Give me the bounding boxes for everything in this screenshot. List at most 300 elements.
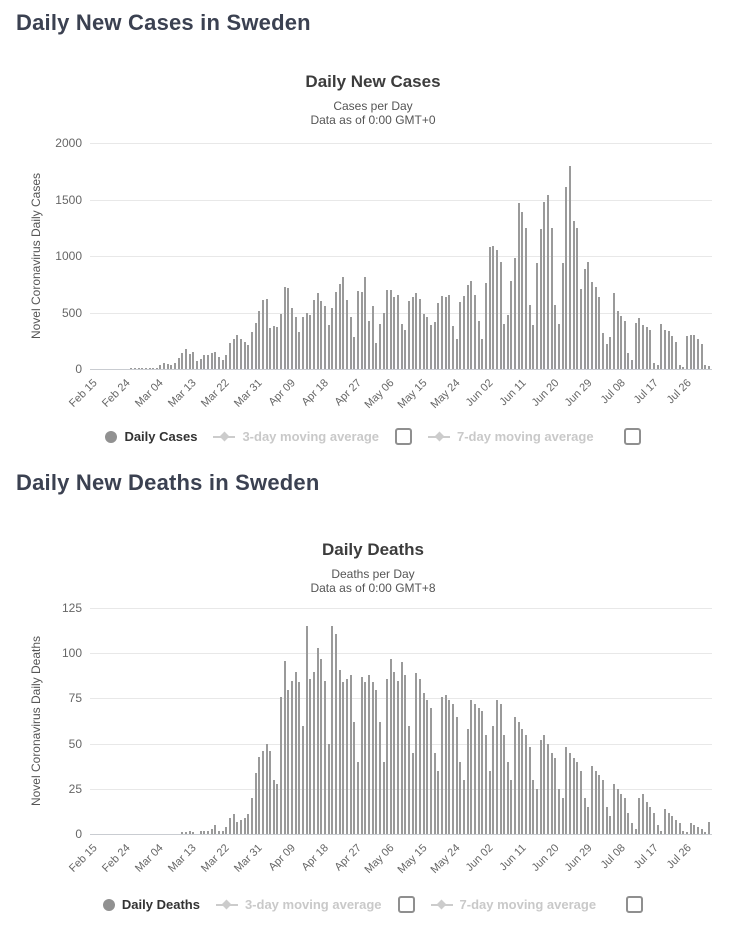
daily-bar[interactable] [276,784,278,835]
daily-bar[interactable] [580,771,582,835]
daily-bar[interactable] [693,335,695,369]
daily-bar[interactable] [489,771,491,835]
daily-bar[interactable] [346,300,348,369]
daily-bar[interactable] [291,681,293,835]
daily-bar[interactable] [602,780,604,834]
daily-bar[interactable] [547,744,549,835]
daily-bar[interactable] [273,780,275,834]
daily-bar[interactable] [291,308,293,370]
daily-bar[interactable] [287,288,289,370]
daily-bar[interactable] [236,335,238,369]
daily-bar[interactable] [295,672,297,835]
daily-bar[interactable] [478,708,480,835]
daily-bar[interactable] [192,832,194,834]
daily-bar[interactable] [521,729,523,834]
daily-bar[interactable] [551,228,553,369]
daily-bar[interactable] [320,301,322,370]
daily-bar[interactable] [682,831,684,835]
daily-bar[interactable] [452,326,454,369]
daily-bar[interactable] [576,228,578,369]
daily-bar[interactable] [500,262,502,369]
daily-bar[interactable] [415,673,417,834]
daily-bar[interactable] [302,317,304,370]
daily-bar[interactable] [379,722,381,834]
daily-bar[interactable] [521,212,523,370]
daily-bar[interactable] [540,740,542,834]
legend-daily-deaths[interactable] [103,897,200,912]
daily-bar[interactable] [463,780,465,834]
daily-bar[interactable] [328,325,330,370]
daily-bar[interactable] [244,342,246,369]
daily-bar[interactable] [598,775,600,835]
daily-bar[interactable] [203,831,205,835]
daily-bar[interactable] [390,659,392,835]
daily-bar[interactable] [214,825,216,834]
daily-bar[interactable] [412,297,414,369]
daily-bar[interactable] [225,827,227,834]
daily-bar[interactable] [540,229,542,369]
daily-bar[interactable] [185,349,187,370]
daily-bar[interactable] [470,700,472,834]
daily-bar[interactable] [350,675,352,834]
daily-bar[interactable] [459,762,461,835]
daily-bar[interactable] [233,339,235,370]
daily-bar[interactable] [200,831,202,835]
daily-bar[interactable] [266,299,268,369]
daily-bar[interactable] [668,331,670,369]
daily-bar[interactable] [503,735,505,835]
daily-bar[interactable] [324,681,326,835]
daily-bar[interactable] [704,365,706,369]
daily-bar[interactable] [595,771,597,835]
daily-bar[interactable] [437,303,439,369]
daily-bar[interactable] [364,277,366,370]
daily-bar[interactable] [470,281,472,370]
daily-bar[interactable] [284,287,286,369]
daily-bar[interactable] [309,315,311,370]
daily-bar[interactable] [664,330,666,370]
daily-bar[interactable] [646,327,648,370]
daily-bar[interactable] [244,818,246,835]
daily-bar[interactable] [693,825,695,834]
daily-bar[interactable] [613,784,615,835]
daily-bar[interactable] [701,829,703,835]
daily-bar[interactable] [167,364,169,369]
legend-7day-moving-average[interactable] [428,429,594,444]
daily-bar[interactable] [426,317,428,370]
daily-bar[interactable] [668,813,670,835]
daily-bar[interactable] [708,822,710,835]
daily-bar[interactable] [624,321,626,370]
daily-bar[interactable] [602,333,604,370]
daily-bar[interactable] [587,807,589,834]
daily-bar[interactable] [412,753,414,835]
daily-bar[interactable] [536,263,538,369]
daily-bar[interactable] [280,314,282,369]
daily-bar[interactable] [364,682,366,834]
daily-bar[interactable] [525,228,527,369]
daily-bar[interactable] [401,662,403,834]
daily-bar[interactable] [562,263,564,369]
daily-bar[interactable] [653,813,655,835]
daily-bar[interactable] [317,648,319,834]
daily-bar[interactable] [638,798,640,834]
daily-bar[interactable] [496,250,498,370]
daily-bar[interactable] [595,287,597,369]
daily-bar[interactable] [273,326,275,370]
daily-bar[interactable] [558,789,560,834]
daily-bar[interactable] [269,328,271,369]
daily-bar[interactable] [606,807,608,834]
daily-bar[interactable] [686,832,688,834]
daily-bar[interactable] [587,262,589,369]
daily-bar[interactable] [441,296,443,370]
daily-bar[interactable] [331,308,333,370]
daily-bar[interactable] [492,726,494,835]
daily-bar[interactable] [203,355,205,369]
daily-bar[interactable] [240,339,242,370]
daily-bar[interactable] [309,679,311,835]
daily-bar[interactable] [357,291,359,370]
daily-bar[interactable] [258,757,260,835]
daily-bar[interactable] [653,363,655,370]
daily-bar[interactable] [441,697,443,835]
daily-bar[interactable] [485,283,487,370]
daily-bar[interactable] [624,798,626,834]
daily-bar[interactable] [660,831,662,835]
daily-bar[interactable] [211,829,213,835]
daily-bar[interactable] [404,330,406,370]
daily-bar[interactable] [404,675,406,834]
daily-bar[interactable] [240,820,242,835]
daily-bar[interactable] [306,626,308,834]
daily-bar[interactable] [708,366,710,369]
daily-bar[interactable] [554,305,556,369]
daily-bar[interactable] [419,679,421,835]
daily-bar[interactable] [222,831,224,835]
daily-bar[interactable] [565,747,567,834]
daily-bar[interactable] [485,735,487,835]
daily-bar[interactable] [258,311,260,369]
daily-bar[interactable] [448,700,450,834]
plot-area[interactable] [61,601,712,876]
daily-bar[interactable] [181,353,183,369]
daily-bar[interactable] [251,798,253,834]
daily-bar[interactable] [430,325,432,370]
daily-bar[interactable] [218,357,220,369]
legend-3day-moving-average[interactable] [213,429,379,444]
daily-bar[interactable] [467,285,469,370]
daily-bar[interactable] [138,368,140,369]
checkbox-7day-moving-average[interactable] [624,428,641,445]
daily-bar[interactable] [368,321,370,370]
daily-bar[interactable] [372,682,374,834]
checkbox-3day-moving-average[interactable] [398,896,415,913]
daily-bar[interactable] [510,281,512,370]
daily-bar[interactable] [503,324,505,370]
daily-bar[interactable] [690,823,692,834]
daily-bar[interactable] [529,747,531,834]
legend-3day-moving-average[interactable] [216,897,382,912]
daily-bar[interactable] [255,773,257,835]
daily-bar[interactable] [627,353,629,370]
daily-bar[interactable] [532,780,534,834]
daily-bar[interactable] [584,798,586,834]
daily-bar[interactable] [247,814,249,834]
daily-bar[interactable] [478,321,480,370]
daily-bar[interactable] [474,295,476,369]
daily-bar[interactable] [617,311,619,369]
daily-bar[interactable] [386,679,388,835]
daily-bar[interactable] [532,325,534,370]
daily-bar[interactable] [379,324,381,370]
daily-bar[interactable] [620,316,622,370]
daily-bar[interactable] [609,816,611,834]
daily-bar[interactable] [598,297,600,370]
daily-bar[interactable] [408,726,410,835]
daily-bar[interactable] [207,831,209,835]
daily-bar[interactable] [372,306,374,370]
daily-bar[interactable] [492,246,494,370]
daily-bar[interactable] [181,832,183,834]
daily-bar[interactable] [547,195,549,369]
daily-bar[interactable] [437,771,439,835]
daily-bar[interactable] [328,744,330,835]
daily-bar[interactable] [368,675,370,834]
daily-bar[interactable] [390,290,392,370]
daily-bar[interactable] [159,365,161,369]
daily-bar[interactable] [642,325,644,369]
daily-bar[interactable] [185,832,187,834]
daily-bar[interactable] [313,300,315,370]
daily-bar[interactable] [251,332,253,369]
daily-bar[interactable] [518,203,520,370]
daily-bar[interactable] [627,813,629,835]
daily-bar[interactable] [481,711,483,834]
daily-bar[interactable] [649,330,651,369]
daily-bar[interactable] [298,332,300,370]
daily-bar[interactable] [510,780,512,834]
legend-7day-moving-average[interactable] [431,897,597,912]
daily-bar[interactable] [357,762,359,835]
daily-bar[interactable] [448,295,450,369]
daily-bar[interactable] [434,322,436,370]
daily-bar[interactable] [660,324,662,369]
daily-bar[interactable] [218,831,220,835]
daily-bar[interactable] [375,690,377,835]
daily-bar[interactable] [423,314,425,370]
daily-bar[interactable] [284,661,286,835]
daily-bar[interactable] [145,368,147,369]
daily-bar[interactable] [697,339,699,370]
daily-bar[interactable] [606,344,608,369]
daily-bar[interactable] [353,722,355,834]
daily-bar[interactable] [295,317,297,370]
daily-bar[interactable] [152,368,154,369]
daily-bar[interactable] [704,832,706,834]
daily-bar[interactable] [156,368,158,369]
daily-bar[interactable] [134,368,136,369]
daily-bar[interactable] [225,355,227,370]
daily-bar[interactable] [679,823,681,834]
daily-bar[interactable] [518,722,520,834]
daily-bar[interactable] [617,789,619,834]
daily-bar[interactable] [609,337,611,369]
daily-bar[interactable] [317,293,319,370]
daily-bar[interactable] [149,368,151,369]
daily-bar[interactable] [266,744,268,835]
daily-bar[interactable] [646,802,648,835]
checkbox-7day-moving-average[interactable] [626,896,643,913]
daily-bar[interactable] [211,353,213,369]
daily-bar[interactable] [613,293,615,369]
daily-bar[interactable] [635,323,637,369]
checkbox-3day-moving-average[interactable] [395,428,412,445]
daily-bar[interactable] [562,798,564,834]
daily-bar[interactable] [474,704,476,834]
daily-bar[interactable] [419,299,421,370]
daily-bar[interactable] [445,695,447,834]
daily-bar[interactable] [214,352,216,370]
daily-bar[interactable] [298,682,300,834]
daily-bar[interactable] [189,354,191,370]
daily-bar[interactable] [350,317,352,370]
daily-bar[interactable] [339,670,341,835]
daily-bar[interactable] [339,284,341,369]
daily-bar[interactable] [543,735,545,835]
daily-bar[interactable] [701,344,703,370]
daily-bar[interactable] [569,753,571,835]
daily-bar[interactable] [361,292,363,369]
daily-bar[interactable] [642,794,644,834]
daily-bar[interactable] [554,758,556,834]
daily-bar[interactable] [507,762,509,835]
daily-bar[interactable] [445,297,447,369]
daily-bar[interactable] [174,363,176,370]
daily-bar[interactable] [233,814,235,834]
daily-bar[interactable] [346,679,348,835]
daily-bar[interactable] [207,355,209,369]
daily-bar[interactable] [342,277,344,369]
daily-bar[interactable] [401,324,403,370]
daily-bar[interactable] [675,342,677,369]
daily-bar[interactable] [675,820,677,835]
daily-bar[interactable] [262,300,264,369]
daily-bar[interactable] [638,318,640,370]
daily-bar[interactable] [262,751,264,834]
daily-bar[interactable] [573,221,575,369]
daily-bar[interactable] [679,365,681,369]
daily-bar[interactable] [335,634,337,835]
daily-bar[interactable] [543,202,545,370]
daily-bar[interactable] [456,339,458,370]
daily-bar[interactable] [397,681,399,835]
daily-bar[interactable] [229,343,231,370]
daily-bar[interactable] [415,293,417,369]
plot-area[interactable] [55,136,712,411]
daily-bar[interactable] [423,693,425,834]
daily-bar[interactable] [247,345,249,369]
daily-bar[interactable] [682,367,684,369]
daily-bar[interactable] [690,335,692,369]
daily-bar[interactable] [313,672,315,835]
daily-bar[interactable] [130,368,132,369]
daily-bar[interactable] [434,753,436,835]
daily-bar[interactable] [200,359,202,370]
daily-bar[interactable] [452,704,454,834]
daily-bar[interactable] [306,313,308,369]
daily-bar[interactable] [456,717,458,835]
daily-bar[interactable] [649,807,651,834]
daily-bar[interactable] [591,766,593,835]
daily-bar[interactable] [565,187,567,369]
daily-bar[interactable] [697,827,699,834]
daily-bar[interactable] [459,302,461,370]
daily-bar[interactable] [671,816,673,834]
daily-bar[interactable] [631,823,633,834]
daily-bar[interactable] [573,758,575,834]
daily-bar[interactable] [141,368,143,369]
daily-bar[interactable] [342,682,344,834]
daily-bar[interactable] [393,672,395,835]
daily-bar[interactable] [280,697,282,835]
daily-bar[interactable] [514,717,516,835]
daily-bar[interactable] [255,323,257,369]
daily-bar[interactable] [170,365,172,370]
daily-bar[interactable] [397,295,399,369]
daily-bar[interactable] [467,729,469,834]
daily-bar[interactable] [591,282,593,370]
daily-bar[interactable] [631,360,633,370]
daily-bar[interactable] [353,337,355,370]
daily-bar[interactable] [335,292,337,369]
daily-bar[interactable] [229,818,231,835]
daily-bar[interactable] [383,762,385,835]
daily-bar[interactable] [430,708,432,835]
legend-daily-cases[interactable] [105,429,197,444]
daily-bar[interactable] [302,726,304,835]
daily-bar[interactable] [324,306,326,370]
daily-bar[interactable] [408,301,410,369]
daily-bar[interactable] [196,361,198,369]
daily-bar[interactable] [236,822,238,835]
daily-bar[interactable] [664,809,666,835]
daily-bar[interactable] [671,336,673,369]
daily-bar[interactable] [269,751,271,834]
daily-bar[interactable] [276,327,278,370]
daily-bar[interactable] [178,358,180,369]
daily-bar[interactable] [635,829,637,835]
daily-bar[interactable] [500,704,502,834]
daily-bar[interactable] [686,336,688,369]
daily-bar[interactable] [529,305,531,370]
daily-bar[interactable] [320,659,322,835]
daily-bar[interactable] [620,794,622,834]
daily-bar[interactable] [584,269,586,370]
daily-bar[interactable] [222,360,224,369]
daily-bar[interactable] [481,339,483,370]
daily-bar[interactable] [463,296,465,369]
daily-bar[interactable] [375,343,377,370]
daily-bar[interactable] [657,365,659,370]
daily-bar[interactable] [361,677,363,835]
daily-bar[interactable] [189,831,191,835]
daily-bar[interactable] [507,315,509,370]
daily-bar[interactable] [580,289,582,370]
daily-bar[interactable] [331,626,333,834]
daily-bar[interactable] [287,690,289,835]
daily-bar[interactable] [569,166,571,370]
